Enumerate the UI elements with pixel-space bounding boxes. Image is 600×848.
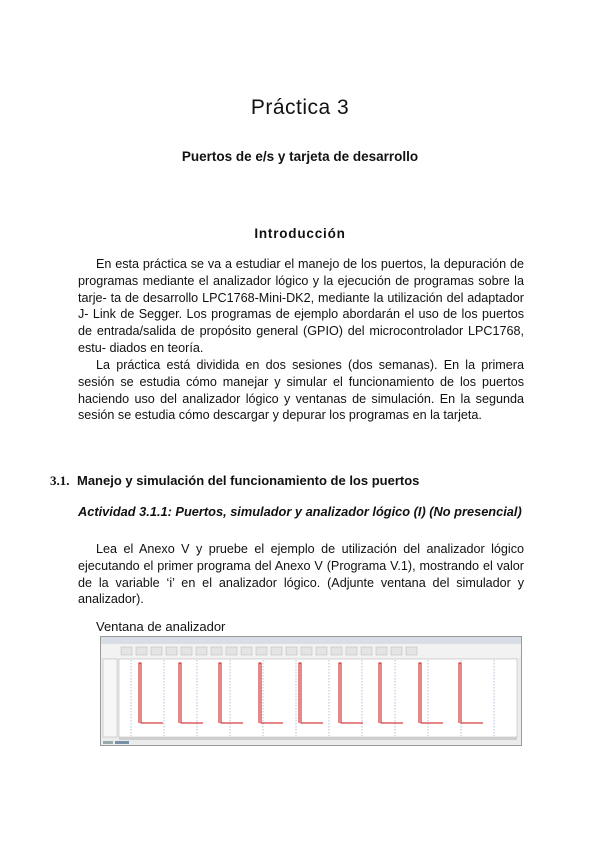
intro-heading: Introducción — [254, 226, 346, 241]
toolbar-button[interactable] — [376, 647, 387, 655]
toolbar-button[interactable] — [181, 647, 192, 655]
logic-analyzer-screenshot — [100, 636, 522, 746]
toolbar-button[interactable] — [271, 647, 282, 655]
bottom-tab-2[interactable] — [115, 741, 129, 744]
toolbar-button[interactable] — [121, 647, 132, 655]
toolbar-button[interactable] — [196, 647, 207, 655]
toolbar-button[interactable] — [151, 647, 162, 655]
intro-paragraph-1-text: En esta práctica se va a estudiar el manejo de los puertos, la depuración de programas mediante el analizador lógico y la ejecución de programas sobre la tarje- ta de desarrollo LPC1768-Mini-DK2, mediante la utilización del adaptador J- Link de Segger. Los programas de ejemplo abordarán el uso de los puertos de entrada/salida de propósito general (GPIO) del microcontrolador LPC1768, estu- diados en teoría. — [78, 257, 524, 355]
section-number: 3.1. — [50, 473, 70, 488]
toolbar-button[interactable] — [226, 647, 237, 655]
toolbar-button[interactable] — [241, 647, 252, 655]
toolbar-button[interactable] — [406, 647, 417, 655]
toolbar-button[interactable] — [286, 647, 297, 655]
bottom-tab-1[interactable] — [103, 741, 113, 744]
intro-paragraph-2-text: La práctica está dividida en dos sesiones (dos semanas). En la primera sesión se estudia cómo manejar y simular el funcionamiento de los puertos haciendo uso del analizador lógico y ventanas de simulación. En la segunda sesión se estudia cómo descargar y depurar los programas en la tarjeta. — [78, 358, 524, 423]
toolbar-button[interactable] — [391, 647, 402, 655]
logic-analyzer-image — [101, 637, 521, 745]
activity-paragraph — [78, 541, 524, 608]
toolbar-button[interactable] — [301, 647, 312, 655]
toolbar-button[interactable] — [316, 647, 327, 655]
toolbar-button[interactable] — [361, 647, 372, 655]
activity-title: Actividad 3.1.1: Puertos, simulador y analizador lógico (I) (No presencial) — [78, 504, 522, 519]
toolbar-button[interactable] — [256, 647, 267, 655]
toolbar-button[interactable] — [166, 647, 177, 655]
toolbar-button[interactable] — [136, 647, 147, 655]
toolbar-button[interactable] — [331, 647, 342, 655]
figure-caption: Ventana de analizador — [96, 619, 226, 634]
page-subtitle: Puertos de e/s y tarjeta de desarrollo — [181, 149, 419, 164]
intro-paragraph-2 — [78, 357, 524, 424]
toolbar-button[interactable] — [346, 647, 357, 655]
page-title: Práctica 3 — [250, 96, 350, 119]
intro-paragraph-1 — [78, 256, 524, 357]
horizontal-scrollbar[interactable] — [119, 737, 517, 740]
toolbar-button[interactable] — [211, 647, 222, 655]
section-heading — [50, 473, 419, 489]
activity-paragraph-text: Lea el Anexo V y pruebe el ejemplo de utilización del analizador lógico ejecutando el primer programa del Anexo V (Programa V.1), mostrando el valor de la variable ‘i’ en el analizador lógico. (Adjunte ventana del simulador y analizador). — [78, 542, 524, 607]
signal-name-panel — [103, 659, 117, 737]
analyzer-titlebar — [101, 637, 521, 644]
section-title: Manejo y simulación del funcionamiento de los puertos — [77, 473, 420, 488]
